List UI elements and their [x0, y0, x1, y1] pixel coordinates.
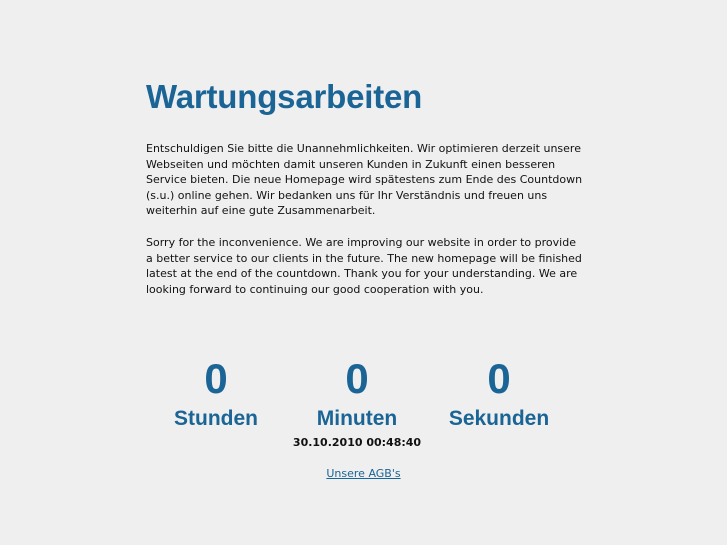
agb-link[interactable]: Unsere AGB's	[326, 467, 401, 480]
page-title: Wartungsarbeiten	[146, 78, 423, 115]
seconds-label: Sekunden	[448, 407, 550, 430]
seconds-value: 0	[487, 355, 511, 402]
message-german: Entschuldigen Sie bitte die Unannehmlichkeiten. Wir optimieren derzeit unsere Webseiten und möchten damit unseren Kunden in Zukunft einen besseren Service bieten. Die neue Homepage wird spätestens zum Ende des Countdown (s.u.) online gehen. Wir bedanken uns für Ihr Verständnis und freuen uns weiterhin auf eine gute Zusammenarbeit.	[146, 142, 583, 218]
countdown-timestamp: 30.10.2010 00:48:40	[292, 436, 422, 449]
countdown-minutes	[287, 356, 427, 431]
countdown-seconds	[429, 356, 569, 431]
main-content	[146, 78, 586, 297]
hours-value: 0	[204, 355, 228, 402]
agb-container	[0, 467, 727, 480]
minutes-label: Minuten	[316, 407, 398, 430]
hours-label: Stunden	[174, 407, 258, 430]
countdown	[0, 356, 727, 436]
countdown-hours	[146, 356, 286, 431]
minutes-value: 0	[345, 355, 369, 402]
message-english: Sorry for the inconvenience. We are improving our website in order to provide a better service to our clients in the future. The new homepage will be finished latest at the end of the countdown. Thank you for your understanding. We are looking forward to continuing our good cooperation with you.	[146, 235, 582, 296]
